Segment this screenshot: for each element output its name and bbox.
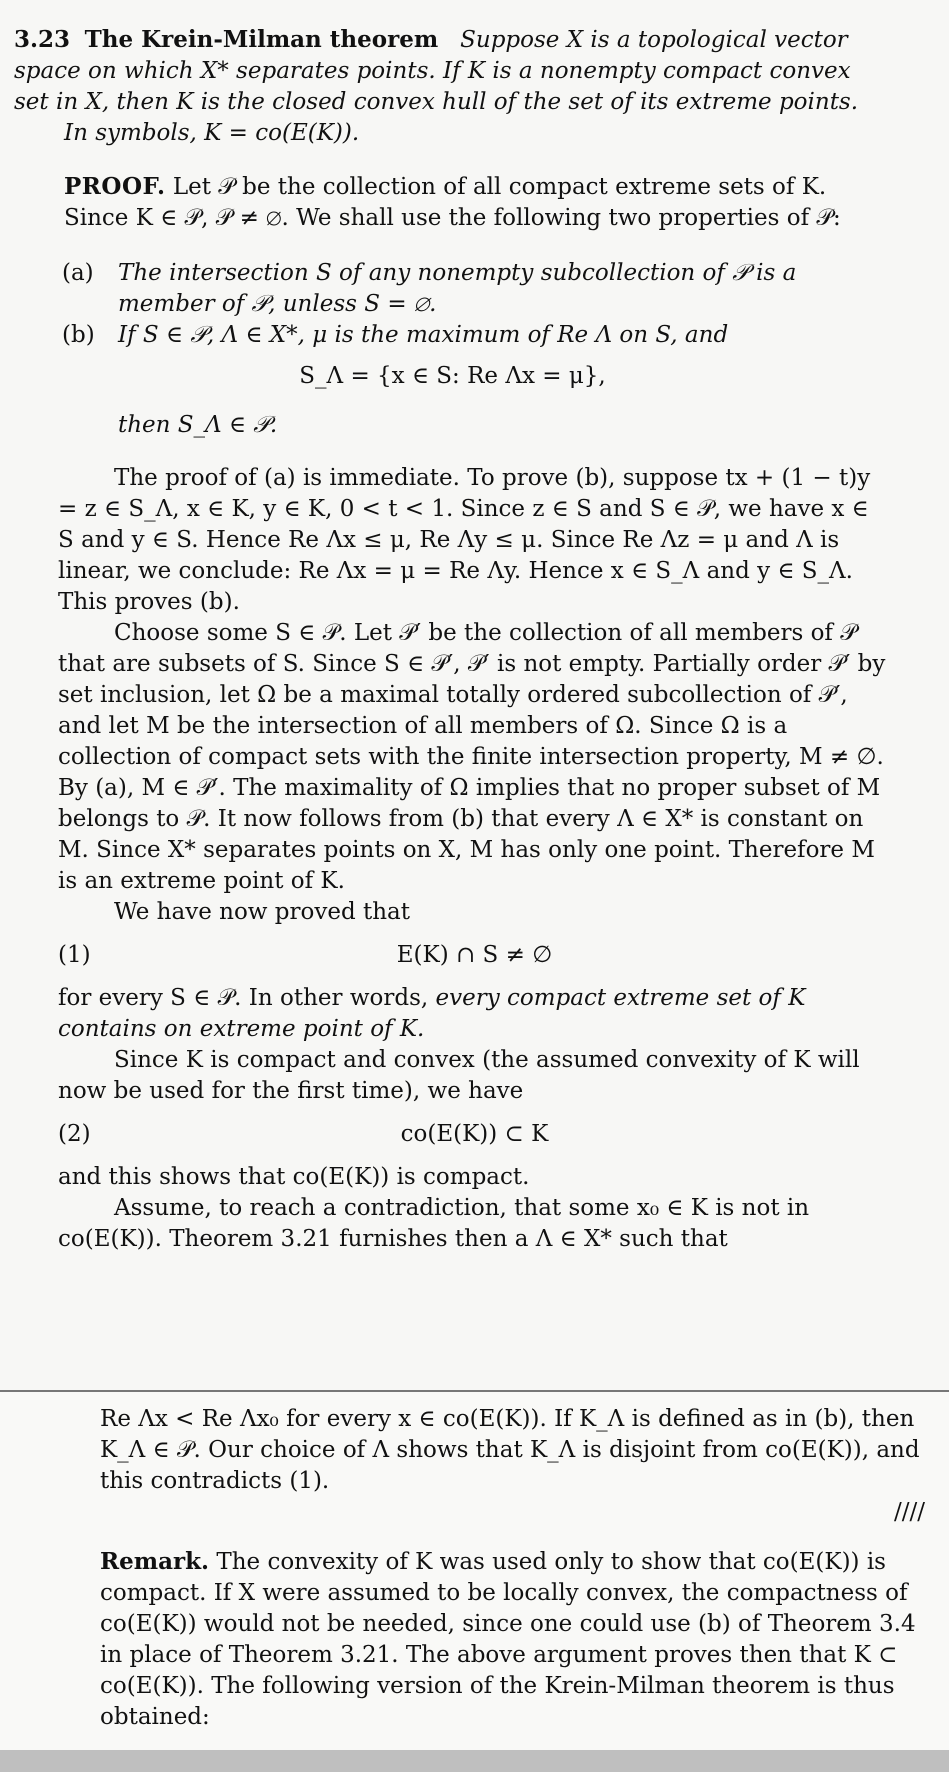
proof-paragraph-3: We have now proved that [114,899,411,925]
proof-paragraph-4-emphasis: every compact extreme set of K contains on extreme point of K. [58,985,806,1042]
equation-2-body: co(E(K)) ⊂ K [400,1121,549,1147]
property-b-label: (b) [62,322,95,348]
proof-label: PROOF. [64,173,166,200]
remark-text: The convexity of K was used only to show that co(E(K)) is compact. If X were assumed to be locally convex, the compactness of co(E(K)) would not be needed, since one could use (b) of Theorem 3.4 in place of Theorem 3.21. The above argument proves then that K ⊂ co(E(K)). The following version of the Krein-Milman theorem is thus obtained: [100,1549,916,1730]
equation-2-number: (2) [58,1121,91,1147]
proof-paragraph-7: Assume, to reach a contradiction, that some x₀ ∈ K is not in co(E(K)). Theorem 3.21 furnishes then a Λ ∈ X* such that [58,1195,810,1252]
property-b-equation [14,361,891,392]
equation-1 [58,940,891,971]
property-a-text: The intersection S of any nonempty subcollection of 𝒫 is a member of 𝒫, unless S = ∅. [118,260,797,317]
remark-paragraph [100,1546,935,1733]
continuation-paragraph: Re Λx < Re Λx₀ for every x ∈ co(E(K)). If K_Λ is defined as in (b), then K_Λ ∈ 𝒫. Our choice of Λ shows that K_Λ is disjoint from co(E(K)), and this contradicts (1). [100,1406,920,1494]
theorem-number: 3.23 [14,26,71,53]
equation-1-body: E(K) ∩ S ≠ ∅ [396,942,553,968]
proof-paragraph-4-lead: for every S ∈ 𝒫. In other words, [58,985,429,1011]
property-a-label: (a) [62,260,94,286]
equation-1-number: (1) [58,942,91,968]
equation-2 [58,1119,891,1150]
proof-paragraph-4 [14,983,891,1045]
theorem-title: The Krein-Milman theorem [84,26,439,53]
proof-paragraph-2: Choose some S ∈ 𝒫. Let 𝒫′ be the collection of all members of 𝒫 that are subsets of S. Since S ∈ 𝒫′, 𝒫′ is not empty. Partially order 𝒫′ by set inclusion, let Ω be a maximal totally ordered subcollection of 𝒫′, and let M be the intersection of all members of Ω. Since Ω is a collection of compact sets with the finite intersection property, M ≠ ∅. By (a), M ∈ 𝒫′. The maximality of Ω implies that no proper subset of M belongs to 𝒫. It now follows from (b) that every Λ ∈ X* is constant on M. Since X* separates points on X, M has only one point. Therefore M is an extreme point of K. [58,620,886,894]
remark-label: Remark. [100,1548,210,1575]
theorem-symbols: In symbols, K = co(E(K)). [64,120,360,146]
book-page-bottom [0,1390,949,1750]
proof-intro-text: Let 𝒫 be the collection of all compact extreme sets of K. Since K ∈ 𝒫, 𝒫 ≠ ∅. We shall use the following two properties of 𝒫: [64,174,841,231]
qed-mark: //// [894,1499,925,1525]
property-b [62,320,891,351]
property-b-then: then S_Λ ∈ 𝒫. [118,412,278,438]
theorem-statement [14,24,891,118]
proof-paragraph-6: and this shows that co(E(K)) is compact. [58,1164,530,1190]
theorem-statement-text: Suppose X is a topological vector space on which X* separates points. If K is a nonempty compact convex set in X, then K is the closed convex hull of the set of its extreme points. [14,27,859,115]
proof-intro [14,171,891,234]
property-a [62,258,891,320]
property-b-text: If S ∈ 𝒫, Λ ∈ X*, μ is the maximum of Re Λ on S, and [118,322,729,348]
equation-s-lambda: S_Λ = {x ∈ S: Re Λx = μ}, [299,363,606,389]
proof-paragraph-5: Since K is compact and convex (the assumed convexity of K will now be used for the first time), we have [58,1047,860,1104]
proof-paragraph-1: The proof of (a) is immediate. To prove (b), suppose tx + (1 − t)y = z ∈ S_Λ, x ∈ K, y ∈ K, 0 < t < 1. Since z ∈ S and S ∈ 𝒫, we have x ∈ S and y ∈ S. Hence Re Λx ≤ μ, Re Λy ≤ μ. Since Re Λz = μ and Λ is linear, we conclude: Re Λx = μ = Re Λy. Hence x ∈ S_Λ and y ∈ S_Λ. This proves (b). [58,465,871,615]
